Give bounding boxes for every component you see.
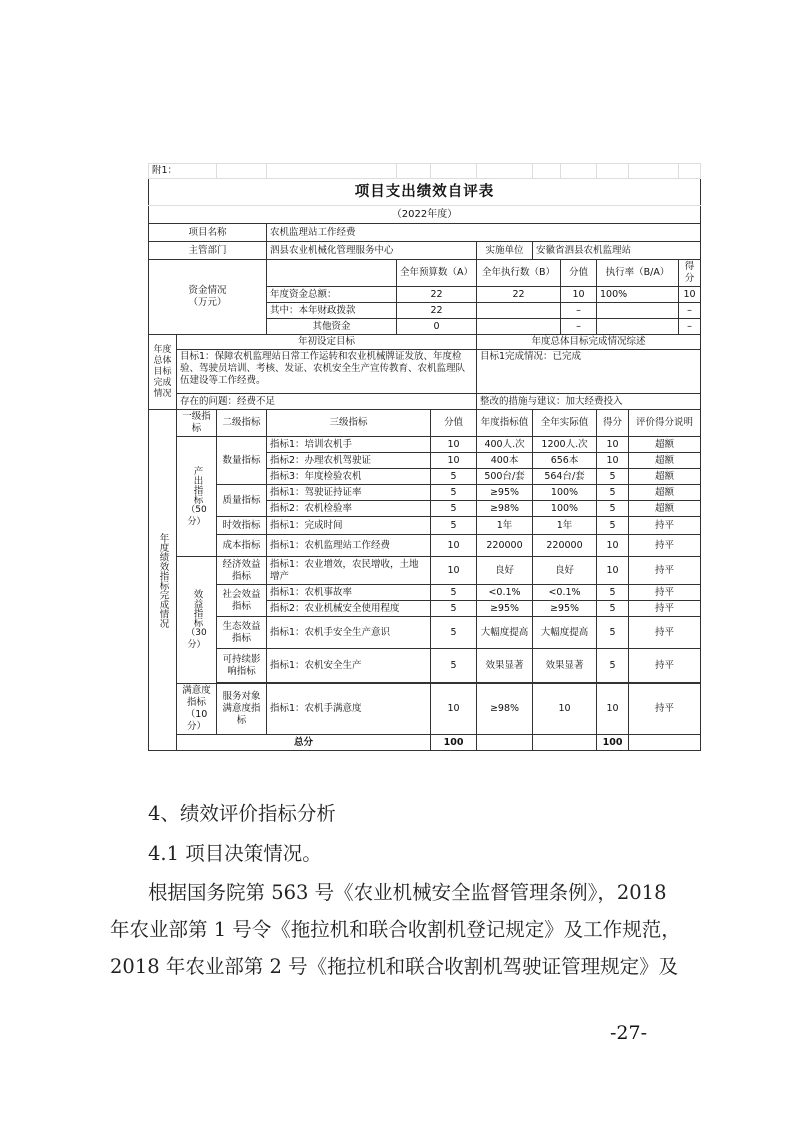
item-name: 指标1：农机手安全生产意识	[267, 617, 431, 649]
item-target: ≥95%	[477, 601, 533, 617]
item-actual: 1200人.次	[533, 437, 597, 453]
table-year: （2022年度）	[149, 206, 701, 224]
cat-social: 社会效益指标	[217, 585, 267, 617]
satisfaction-indicator-label: 满意度指标（10分）	[177, 684, 217, 735]
item-score: 5	[431, 517, 477, 535]
item-name: 指标2：农业机械安全使用程度	[267, 601, 431, 617]
item-name: 指标1：完成时间	[267, 517, 431, 535]
item-got: 5	[597, 517, 629, 535]
body-line-1: 根据国务院第 563 号《农业机械安全监督管理条例》，2018	[148, 881, 667, 904]
funds-fiscal-budget: 22	[397, 303, 477, 319]
cat-sustain: 可持续影响指标	[217, 649, 267, 683]
item-score: 5	[431, 501, 477, 517]
body-line-3: 2018 年农业部第 2 号《拖拉机和联合收割机驾驶证管理规定》及	[110, 955, 679, 978]
item-actual: 大幅度提高	[533, 617, 597, 649]
funds-other-score: –	[561, 319, 597, 335]
funds-header-rate: 执行率（B/A）	[597, 260, 679, 287]
item-name: 指标2：农机检验率	[267, 501, 431, 517]
item-actual: ≥95%	[533, 601, 597, 617]
item-got: 10	[597, 535, 629, 557]
goals-header-done: 年度总体目标完成情况综述	[477, 335, 701, 350]
item-name: 指标1：驾驶证持证率	[267, 485, 431, 501]
funds-header-exec: 全年执行数（B）	[477, 260, 561, 287]
body-line-2: 年农业部第 1 号令《拖拉机和联合收割机登记规定》及工作规范，	[110, 918, 681, 941]
section-heading: 4、绩效评价指标分析	[148, 802, 336, 825]
impl-value: 安徽省泗县农机监理站	[533, 242, 701, 260]
project-name: 农机监理站工作经费	[267, 224, 701, 242]
ind-header-got: 得分	[597, 410, 629, 437]
item-name: 指标3：年度检验农机	[267, 469, 431, 485]
ind-header-level3: 三级指标	[267, 410, 431, 437]
funds-fiscal-label: 其中：本年财政拨款	[267, 303, 397, 319]
funds-total-label: 年度资金总额：	[267, 287, 397, 303]
item-actual: <0.1%	[533, 585, 597, 601]
item-got: 5	[597, 469, 629, 485]
table-title: 项目支出绩效自评表	[149, 179, 701, 206]
item-got: 5	[597, 501, 629, 517]
funds-header-budget: 全年预算数（A）	[397, 260, 477, 287]
goals-problem: 存在的问题：经费不足	[177, 394, 477, 410]
item-name: 指标1：农机安全生产	[267, 649, 431, 683]
goals-plan: 目标1：保障农机监理站日常工作运转和农业机械牌证发放、年度检验、驾驶员培训、考核、发证、农机安全生产宣传教育、农机监理队伍建设等工作经费。	[177, 350, 477, 394]
project-name-label: 项目名称	[149, 224, 267, 242]
item-name: 指标2：办理农机驾驶证	[267, 453, 431, 469]
item-target: ≥98%	[477, 501, 533, 517]
subsection-heading: 4.1 项目决策情况。	[148, 842, 322, 865]
item-note: 持平	[629, 585, 701, 601]
item-note: 超额	[629, 453, 701, 469]
funds-fiscal-score: –	[561, 303, 597, 319]
page-number: -27-	[610, 1022, 648, 1044]
funds-total-exec: 22	[477, 287, 561, 303]
item-got: 5	[597, 585, 629, 601]
item-got: 10	[597, 453, 629, 469]
item-target: 1年	[477, 517, 533, 535]
item-name: 指标1：农机监理站工作经费	[267, 535, 431, 557]
item-target: 500台/套	[477, 469, 533, 485]
cat-time: 时效指标	[217, 517, 267, 535]
item-got: 5	[597, 485, 629, 501]
item-target: 效果显著	[477, 649, 533, 683]
item-target: 大幅度提高	[477, 617, 533, 649]
performance-table	[148, 163, 701, 751]
item-score: 5	[431, 469, 477, 485]
item-note: 超额	[629, 501, 701, 517]
ind-header-level2: 二级指标	[217, 410, 267, 437]
funds-total-got: 10	[679, 287, 701, 303]
funds-total-budget: 22	[397, 287, 477, 303]
item-name: 指标1：农机事故率	[267, 585, 431, 601]
indicators-side-label: 年度绩效指标完成情况	[149, 410, 177, 751]
total-score: 100	[431, 735, 477, 751]
item-note: 持平	[629, 617, 701, 649]
item-got: 5	[597, 649, 629, 683]
item-note: 持平	[629, 535, 701, 557]
cat-economic: 经济效益指标	[217, 557, 267, 585]
funds-other-budget: 0	[397, 319, 477, 335]
item-score: 10	[431, 535, 477, 557]
funds-other-label: 其他资金	[267, 319, 397, 335]
item-note: 持平	[629, 601, 701, 617]
item-note: 超额	[629, 485, 701, 501]
funds-total-score: 10	[561, 287, 597, 303]
goals-header-plan: 年初设定目标	[177, 335, 477, 350]
item-got: 10	[597, 437, 629, 453]
item-target: <0.1%	[477, 585, 533, 601]
item-note: 持平	[629, 517, 701, 535]
item-actual: 100%	[533, 485, 597, 501]
performance-table-sheet	[148, 163, 700, 751]
ind-header-actual: 全年实际值	[533, 410, 597, 437]
item-name: 指标1：农机手满意度	[267, 684, 431, 735]
item-score: 10	[431, 453, 477, 469]
output-indicator-label: 产出指标 （50分）	[177, 437, 217, 557]
item-score: 10	[431, 557, 477, 585]
item-note: 超额	[629, 437, 701, 453]
funds-fiscal-got: –	[679, 303, 701, 319]
cat-quality: 质量指标	[217, 485, 267, 517]
funds-other-got: –	[679, 319, 701, 335]
total-got: 100	[597, 735, 629, 751]
goals-side-label: 年度总体目标完成情况	[149, 335, 177, 410]
ind-header-note: 评价得分说明	[629, 410, 701, 437]
item-score: 5	[431, 649, 477, 683]
item-note: 持平	[629, 557, 701, 585]
item-target: ≥98%	[477, 684, 533, 735]
item-name: 指标1：培训农机手	[267, 437, 431, 453]
item-target: 400本	[477, 453, 533, 469]
impl-label: 实施单位	[477, 242, 533, 260]
item-score: 5	[431, 601, 477, 617]
item-target: 400人.次	[477, 437, 533, 453]
item-actual: 10	[533, 684, 597, 735]
item-actual: 220000	[533, 535, 597, 557]
total-label: 总分	[177, 735, 431, 751]
item-name: 指标1：农业增效，农民增收，土地增产	[267, 557, 431, 585]
item-actual: 656本	[533, 453, 597, 469]
funds-header-got: 得分	[679, 260, 701, 287]
ind-header-score: 分值	[431, 410, 477, 437]
dept-label: 主管部门	[149, 242, 267, 260]
item-score: 10	[431, 437, 477, 453]
cat-service: 服务对象满意度指标	[217, 684, 267, 735]
item-actual: 100%	[533, 501, 597, 517]
item-got: 10	[597, 557, 629, 585]
item-actual: 良好	[533, 557, 597, 585]
item-got: 5	[597, 617, 629, 649]
goals-measure: 整改的措施与建议：加大经费投入	[477, 394, 701, 410]
item-target: 220000	[477, 535, 533, 557]
item-actual: 1年	[533, 517, 597, 535]
appendix-label: 附1：	[149, 164, 217, 179]
item-score: 5	[431, 585, 477, 601]
item-got: 10	[597, 684, 629, 735]
cat-ecology: 生态效益指标	[217, 617, 267, 649]
item-note: 持平	[629, 649, 701, 683]
item-note: 超额	[629, 469, 701, 485]
item-score: 5	[431, 485, 477, 501]
goals-done: 目标1完成情况：已完成	[477, 350, 701, 394]
funds-total-rate: 100%	[597, 287, 679, 303]
benefit-indicator-label: 效益指标 （30分）	[177, 557, 217, 684]
cat-quantity: 数量指标	[217, 437, 267, 485]
item-actual: 564台/套	[533, 469, 597, 485]
item-target: 良好	[477, 557, 533, 585]
item-got: 5	[597, 601, 629, 617]
item-actual: 效果显著	[533, 649, 597, 683]
ind-header-level1: 一级指标	[177, 410, 217, 437]
dept-value: 泗县农业机械化管理服务中心	[267, 242, 477, 260]
ind-header-target: 年度指标值	[477, 410, 533, 437]
item-score: 5	[431, 617, 477, 649]
item-score: 10	[431, 684, 477, 735]
item-note: 持平	[629, 684, 701, 735]
item-target: ≥95%	[477, 485, 533, 501]
cat-cost: 成本指标	[217, 535, 267, 557]
funds-label: 资金情况 （万元）	[149, 260, 267, 335]
funds-header-score: 分值	[561, 260, 597, 287]
